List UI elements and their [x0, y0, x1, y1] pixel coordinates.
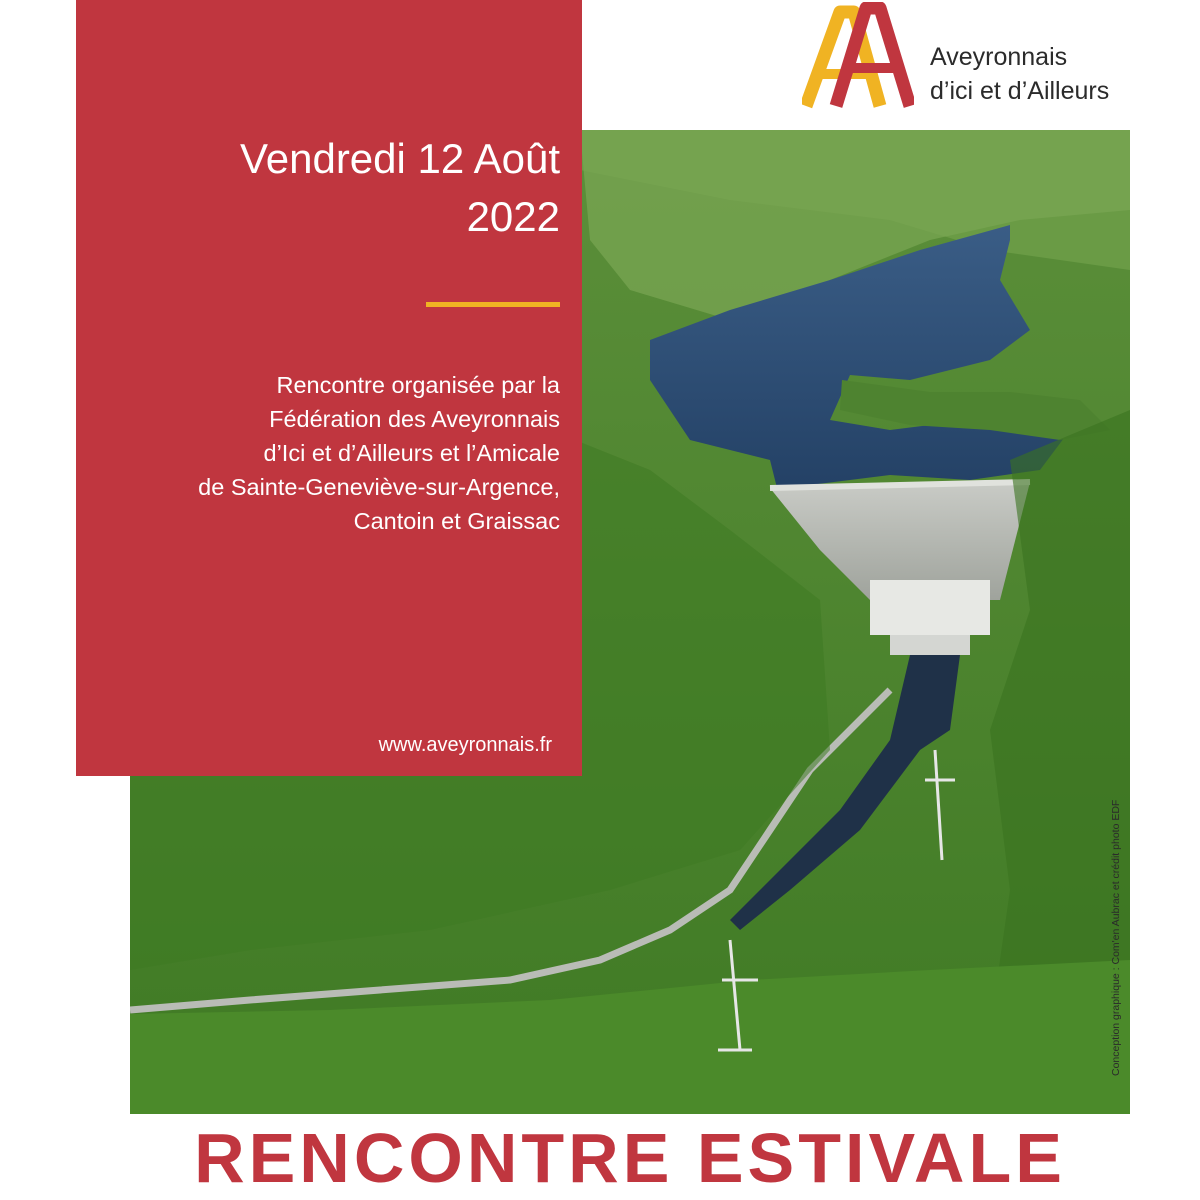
description-line: Cantoin et Graissac — [353, 508, 560, 534]
description-line: de Sainte-Geneviève-sur-Argence, — [198, 474, 560, 500]
info-panel — [76, 0, 582, 776]
accent-divider — [426, 302, 560, 307]
event-date-line-2: 2022 — [466, 193, 560, 240]
description-line: Rencontre organisée par la — [276, 372, 560, 398]
photo-credit: Conception graphique : Com'en Aubrac et crédit photo EDF — [1110, 799, 1122, 1076]
event-date — [240, 130, 560, 246]
event-headline: RENCONTRE ESTIVALE — [194, 1119, 1066, 1197]
event-description — [198, 368, 560, 538]
description-line: Fédération des Aveyronnais — [269, 406, 560, 432]
logo — [802, 2, 1142, 112]
double-a-logo-icon — [802, 2, 914, 110]
event-date-line-1: Vendredi 12 Août — [240, 135, 560, 182]
description-line: d’Ici et d’Ailleurs et l’Amicale — [263, 440, 560, 466]
logo-text — [930, 40, 1109, 108]
website-link[interactable]: www.aveyronnais.fr — [378, 734, 552, 756]
logo-line-2: d’ici et d’Ailleurs — [930, 77, 1110, 105]
logo-line-1: Aveyronnais — [930, 43, 1068, 71]
